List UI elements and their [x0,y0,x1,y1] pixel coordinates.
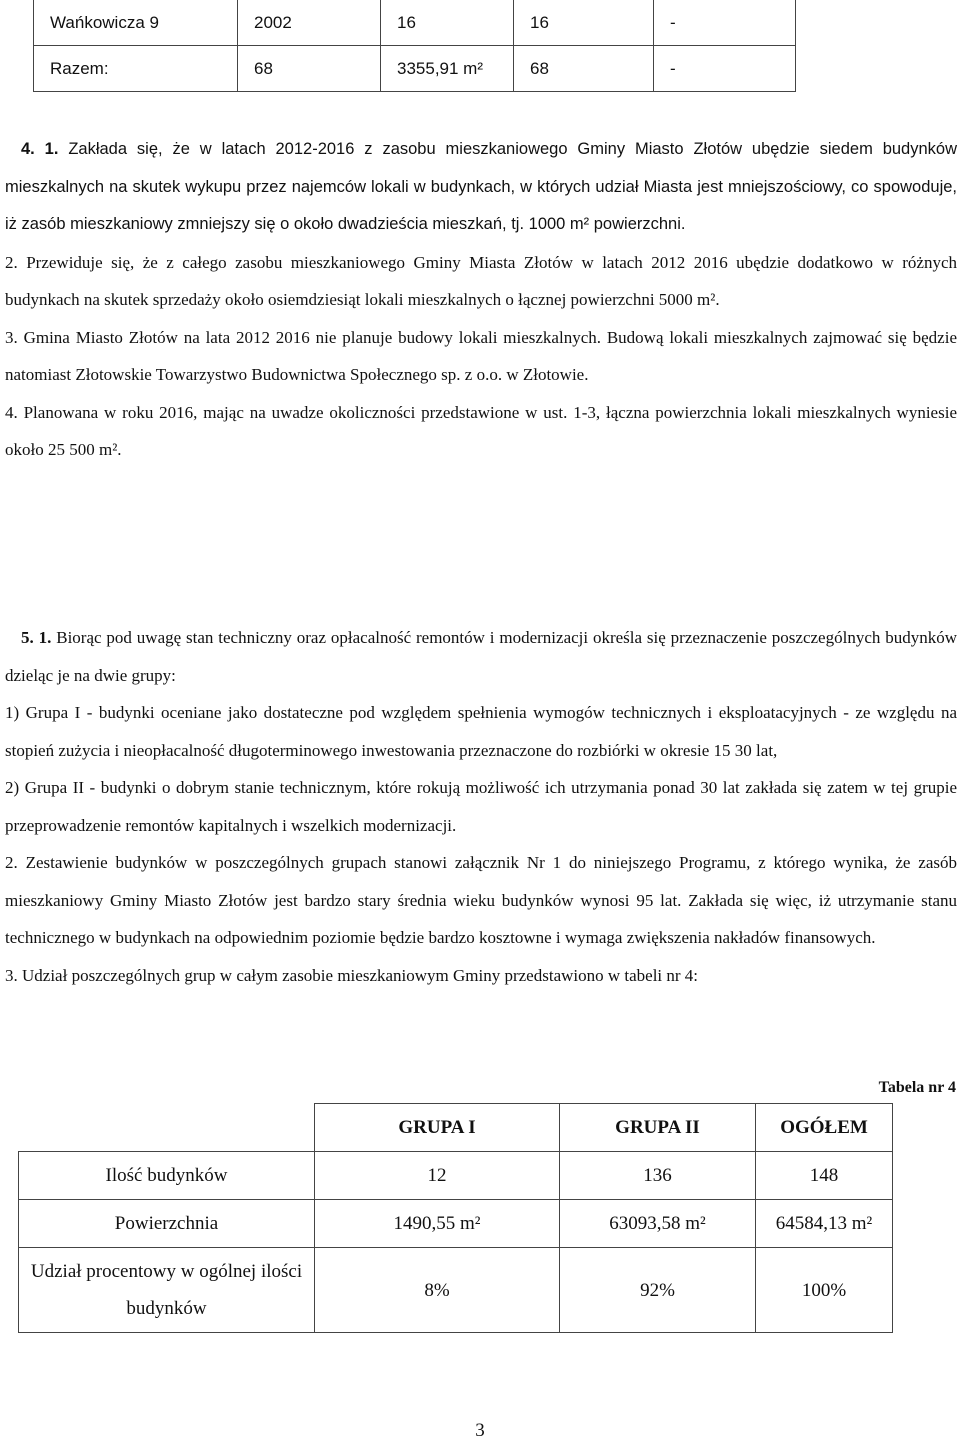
table-cell: 136 [560,1152,756,1200]
paragraph-5-3: 3. Udział poszczególnych grup w całym zasobie mieszkaniowym Gminy przedstawiono w tabeli nr 4: [5,965,699,985]
paragraph-4-4: 4. Planowana w roku 2016, mając na uwadze okoliczności przedstawione w ust. 1-3, łączna powierzchnia lokali mieszkalnych wyniesie około 25 500 m². [5,402,957,459]
table-row [34,46,796,92]
table-cell: 68 [238,46,381,92]
table-cell: 68 [514,46,654,92]
table-row [34,0,796,46]
table-row [19,1248,893,1333]
table-corner-cell [19,1104,315,1152]
table-row [19,1152,893,1200]
paragraph-5-2: 2. Zestawienie budynków w poszczególnych grupach stanowi załącznik Nr 1 do niniejszego Programu, z którego wynika, że zasób mieszkaniowy Gminy Miasto Złotów jest bardzo stary średnia wieku budynków wynosi 95 lat. Zakłada się więc, iż utrzymanie stanu technicznego w budynkach na odpowiednim poziomie będzie bardzo kosztowne i wymaga zwiększenia nakładów finansowych. [5,853,957,947]
table-cell: 64584,13 m² [756,1200,893,1248]
table-header: OGÓŁEM [756,1104,893,1152]
table-cell: 148 [756,1152,893,1200]
row-label: Powierzchnia [19,1200,315,1248]
table-cell: Wańkowicza 9 [34,0,238,46]
table-cell: 63093,58 m² [560,1200,756,1248]
table-cell: 2002 [238,0,381,46]
table-cell: 16 [514,0,654,46]
table-cell: 8% [315,1248,560,1333]
paragraph-4-1 [5,131,957,244]
paragraph-text: Biorąc pod uwagę stan techniczny oraz opłacalność remontów i modernizacji określa się przeznaczenie poszczególnych budynków dzieląc je na dwie grupy: [5,628,958,685]
section-label: 5. 1. [21,628,52,647]
table-caption: Tabela nr 4 [878,1079,956,1096]
table-header: GRUPA II [560,1104,756,1152]
table-cell: - [654,46,796,92]
section-4 [5,131,957,469]
paragraph-text: jest mniejszościowy, co spowoduje, iż zasób mieszkaniowy zmniejszy się o około dwadzieścia mieszkań, tj. [5,177,958,233]
paragraph-text: Zakłada się, że w latach 2012-2016 z zasobu mieszkaniowego Gminy Miasto Złotów ubędzie siedem budynków mieszkalnych na skutek wykupu przez najemców lokali w budynkach, w których udział Miasta [5,140,957,196]
group-1-description: 1) Grupa I - budynki oceniane jako dostateczne pod względem spełnienia wymogów technicznych i eksploatacyjnych - ze względu na stopień zużycia i nieopłacalność długoterminowego inwestowania przeznaczone do rozbiórki w okresie 15 30 lat, [5,703,957,760]
section-label: 4. 1. [21,140,59,158]
group-2-description: 2) Grupa II - budynki o dobrym stanie technicznym, które rokują możliwość ich utrzymania ponad 30 lat zakłada się zatem w tej grupie przeprowadzenie remontów kapitalnych i wszelkich modernizacji. [5,778,957,835]
page-number: 3 [475,1420,485,1441]
groups-share-table [18,1103,893,1333]
table-row [19,1200,893,1248]
paragraph-4-3: 3. Gmina Miasto Złotów na lata 2012 2016 nie planuje budowy lokali mieszkalnych. Budową lokali mieszkalnych zajmować się będzie natomiast Złotowskie Towarzystwo Budownictwa Społecznego sp. z o.o. w Złotowie. [5,327,957,384]
table-header: GRUPA I [315,1104,560,1152]
buildings-table-continuation [33,0,796,92]
table-cell: - [654,0,796,46]
table-cell: 12 [315,1152,560,1200]
row-label: Udział procentowy w ogólnej ilości budynków [19,1248,315,1333]
table-cell: 3355,91 m² [381,46,514,92]
table-cell: 16 [381,0,514,46]
table-cell: Razem: [34,46,238,92]
paragraph-text: 1000 m² powierzchni. [528,215,686,233]
table-cell: 1490,55 m² [315,1200,560,1248]
paragraph-5-1 [5,619,957,694]
table-header-row [19,1104,893,1152]
section-5 [5,619,957,994]
table-cell: 92% [560,1248,756,1333]
row-label: Ilość budynków [19,1152,315,1200]
table-cell: 100% [756,1248,893,1333]
paragraph-4-2: 2. Przewiduje się, że z całego zasobu mieszkaniowego Gminy Miasta Złotów w latach 2012 2016 ubędzie dodatkowo w różnych budynkach na skutek sprzedaży około osiemdziesiąt lokali mieszkalnych o łącznej powierzchni 5000 m². [5,252,957,309]
